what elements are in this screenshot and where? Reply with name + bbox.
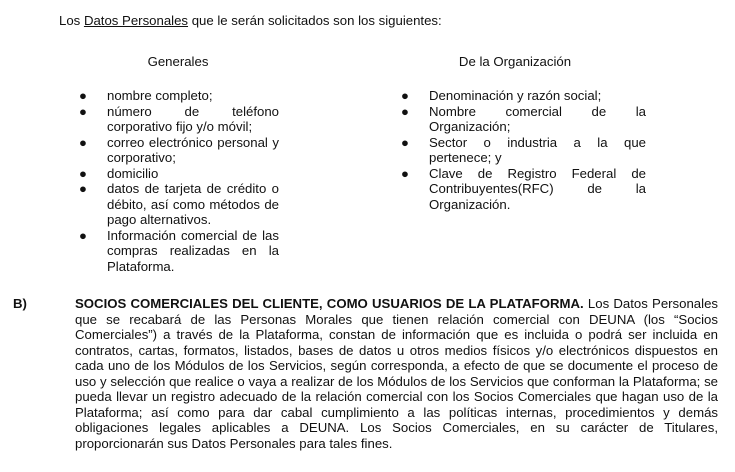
list-item: ● correo electrónico personal y corporativo; (79, 134, 279, 165)
right-column-heading: De la Organización (458, 54, 572, 69)
intro-underlined-term: Datos Personales (83, 13, 189, 28)
section-b-body: Los Datos Personales que se recabará de las Personas Morales que tienen relación comercial con DEUNA (los “Socios Comerciales”) a través de la Plataforma, constan de información que es incluida o podrá ser incluida en contratos, cartas, formatos, listados, bases de datos u otros medios físicos y/o electrónicos dispuestos en cada uno de los Módulos de los Servicios, según corresponda, a efecto de que se documente el proceso de uso y selección que realice o vaya a realizar de los Módulos de los Servicios que conforman la Plataforma; se pueda llevar un registro adecuado de la relación comercial con los Socios Comerciales que hagan uso de la Plataforma; así como para dar cabal cumplimiento a las políticas internas, procedimientos y demás obligaciones legales aplicables a DEUNA. Los Socios Comerciales, en su carácter de Titulares, proporcionarán sus Datos Personales para tales fines. (75, 296, 719, 451)
list-item: ● número de teléfono corporativo fijo y/o móvil; (79, 103, 279, 134)
list-item: ● Información comercial de las compras realizadas en la Plataforma. (79, 227, 279, 274)
bullet-icon: ● (79, 181, 87, 196)
left-column (79, 88, 279, 274)
list-item: ● Clave de Registro Federal de Contribuyentes(RFC) de la Organización. (401, 165, 646, 212)
left-bullet-list (79, 88, 279, 274)
intro-pre: Los (59, 13, 84, 28)
bullet-icon: ● (79, 88, 87, 103)
list-item: ● domicilio (79, 165, 159, 181)
section-b-label: B) (13, 296, 27, 311)
right-bullet-list (401, 88, 646, 212)
bullet-icon: ● (79, 134, 87, 150)
intro-post: que le serán solicitados son los siguientes: (188, 13, 442, 28)
bullet-icon: ● (79, 103, 87, 119)
intro-sentence (59, 13, 442, 29)
section-b-title: SOCIOS COMERCIALES DEL CLIENTE, COMO USUARIOS DE LA PLATAFORMA. (75, 296, 584, 311)
bullet-icon: ● (79, 227, 87, 243)
list-item: ● datos de tarjeta de crédito o débito, así como métodos de pago alternativos. (79, 181, 279, 227)
bullet-icon: ● (401, 88, 409, 103)
bullet-icon: ● (401, 165, 409, 181)
bullet-icon: ● (401, 134, 409, 150)
bullet-icon: ● (401, 103, 409, 119)
list-item: ● Sector o industria a la que pertenece; y (401, 134, 646, 165)
section-b-paragraph (75, 296, 718, 451)
right-column (401, 88, 646, 212)
list-item: ● Denominación y razón social; (401, 88, 602, 103)
bullet-icon: ● (79, 165, 87, 181)
left-column-heading: Generales (147, 54, 209, 69)
list-item: ● Nombre comercial de la Organización; (401, 103, 646, 134)
list-item: ● nombre completo; (79, 88, 213, 103)
